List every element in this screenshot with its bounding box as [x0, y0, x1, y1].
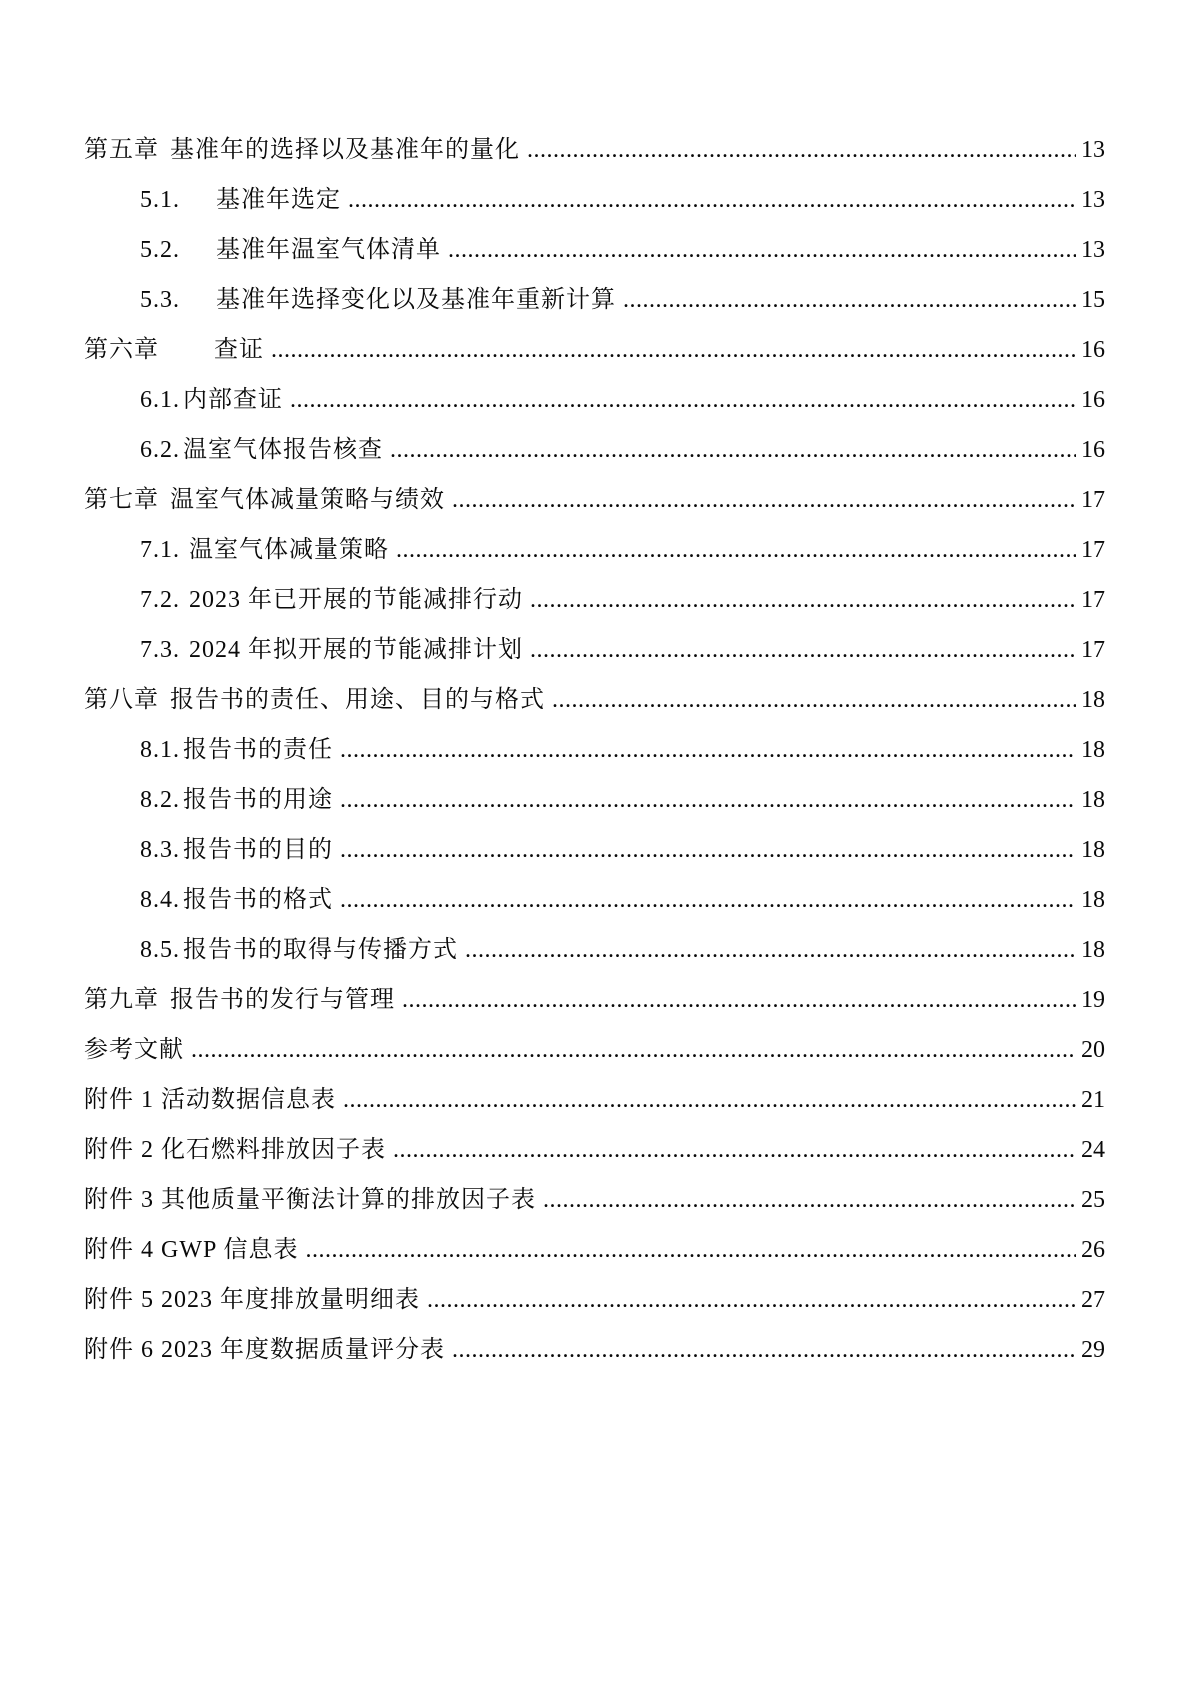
- toc-entry[interactable]: [84, 675, 1105, 725]
- toc-entry-title: 内部查证: [183, 387, 283, 413]
- toc-dot-leader: [340, 875, 1076, 925]
- toc-entry-gap: [159, 125, 170, 175]
- toc-entry-gap: [180, 575, 189, 625]
- toc-entry[interactable]: [84, 825, 1105, 875]
- toc-entry[interactable]: [84, 125, 1105, 175]
- toc-entry-page: 26: [1081, 1237, 1105, 1263]
- toc-entry-gap: [159, 675, 170, 725]
- toc-entry-number: 8.5.: [140, 937, 180, 963]
- toc-dot-leader: [530, 575, 1076, 625]
- toc-dot-leader: [527, 125, 1076, 175]
- toc-entry-title: 基准年的选择以及基准年的量化: [170, 137, 520, 163]
- toc-entry[interactable]: [84, 925, 1105, 975]
- toc-entry-title: 参考文献: [84, 1037, 184, 1063]
- toc-entry-number: 第五章: [84, 137, 159, 163]
- toc-entry-title: 附件 5 2023 年度排放量明细表: [84, 1287, 420, 1313]
- toc-entry[interactable]: [84, 575, 1105, 625]
- toc-dot-leader: [340, 825, 1076, 875]
- toc-entry[interactable]: [84, 525, 1105, 575]
- toc-entry-page: 13: [1081, 187, 1105, 213]
- toc-entry-page: 16: [1081, 387, 1105, 413]
- toc-entry-gap: [180, 175, 216, 225]
- toc-dot-leader: [390, 425, 1076, 475]
- toc-entry-page: 18: [1081, 937, 1105, 963]
- toc-entry[interactable]: [84, 175, 1105, 225]
- toc-dot-leader: [448, 225, 1076, 275]
- toc-entry-gap: [180, 225, 216, 275]
- toc-entry-title: 温室气体报告核查: [183, 437, 383, 463]
- toc-dot-leader: [452, 475, 1076, 525]
- toc-entry-gap: [159, 975, 170, 1025]
- toc-entry-title: 基准年选定: [216, 187, 341, 213]
- toc-dot-leader: [348, 175, 1076, 225]
- toc-entry[interactable]: [84, 1175, 1105, 1225]
- toc-dot-leader: [271, 325, 1076, 375]
- toc-entry-title: 附件 2 化石燃料排放因子表: [84, 1137, 386, 1163]
- toc-entry-title: 报告书的用途: [183, 787, 333, 813]
- toc-entry-page: 17: [1081, 637, 1105, 663]
- toc-dot-leader: [543, 1175, 1076, 1225]
- toc-entry-gap: [159, 325, 214, 375]
- toc-dot-leader: [530, 625, 1076, 675]
- toc-entry-page: 16: [1081, 337, 1105, 363]
- toc-dot-leader: [465, 925, 1076, 975]
- toc-entry-page: 21: [1081, 1087, 1105, 1113]
- toc-entry-title: 报告书的目的: [183, 837, 333, 863]
- toc-entry-title: 附件 1 活动数据信息表: [84, 1087, 336, 1113]
- toc-entry-number: 第六章: [84, 337, 159, 363]
- toc-entry[interactable]: [84, 975, 1105, 1025]
- toc-entry[interactable]: [84, 475, 1105, 525]
- toc-entry-title: 附件 6 2023 年度数据质量评分表: [84, 1337, 445, 1363]
- toc-entry-number: 8.4.: [140, 887, 180, 913]
- toc-entry-page: 15: [1081, 287, 1105, 313]
- toc-entry-page: 25: [1081, 1187, 1105, 1213]
- toc-dot-leader: [340, 725, 1076, 775]
- toc-entry-page: 13: [1081, 237, 1105, 263]
- toc-entry-page: 13: [1081, 137, 1105, 163]
- toc-dot-leader: [290, 375, 1076, 425]
- toc-entry-page: 17: [1081, 537, 1105, 563]
- toc-entry[interactable]: [84, 625, 1105, 675]
- toc-dot-leader: [552, 675, 1076, 725]
- toc-entry[interactable]: [84, 725, 1105, 775]
- toc-entry-page: 17: [1081, 587, 1105, 613]
- toc-entry-number: 7.1.: [140, 537, 180, 563]
- toc-entry-number: 5.1.: [140, 187, 180, 213]
- toc-dot-leader: [623, 275, 1076, 325]
- toc-entry-title: 温室气体减量策略与绩效: [170, 487, 445, 513]
- toc-entry-page: 18: [1081, 787, 1105, 813]
- toc-entry-gap: [180, 625, 189, 675]
- toc-entry[interactable]: [84, 375, 1105, 425]
- toc-entry-page: 18: [1081, 887, 1105, 913]
- toc-entry[interactable]: [84, 425, 1105, 475]
- toc-entry[interactable]: [84, 225, 1105, 275]
- toc-dot-leader: [396, 525, 1076, 575]
- toc-dot-leader: [452, 1325, 1076, 1375]
- toc-entry-gap: [159, 475, 170, 525]
- toc-entry[interactable]: [84, 1075, 1105, 1125]
- toc-entry[interactable]: [84, 775, 1105, 825]
- toc-entry-number: 第八章: [84, 687, 159, 713]
- toc-entry-title: 2024 年拟开展的节能减排计划: [189, 637, 523, 663]
- toc-entry-title: 基准年温室气体清单: [216, 237, 441, 263]
- toc-entry-number: 5.2.: [140, 237, 180, 263]
- toc-entry[interactable]: [84, 1125, 1105, 1175]
- toc-entry-page: 16: [1081, 437, 1105, 463]
- toc-entry[interactable]: [84, 1325, 1105, 1375]
- toc-entry-title: 附件 3 其他质量平衡法计算的排放因子表: [84, 1187, 536, 1213]
- toc-dot-leader: [427, 1275, 1076, 1325]
- toc-entry-number: 7.3.: [140, 637, 180, 663]
- toc-entry-title: 附件 4 GWP 信息表: [84, 1237, 299, 1263]
- toc-entry-number: 8.2.: [140, 787, 180, 813]
- table-of-contents: [84, 125, 1105, 1375]
- toc-entry-number: 第九章: [84, 987, 159, 1013]
- toc-entry-title: 报告书的责任: [183, 737, 333, 763]
- toc-entry-number: 6.1.: [140, 387, 180, 413]
- toc-entry-page: 20: [1081, 1037, 1105, 1063]
- toc-entry-title: 报告书的责任、用途、目的与格式: [170, 687, 545, 713]
- toc-entry-title: 温室气体减量策略: [189, 537, 389, 563]
- toc-entry-page: 18: [1081, 737, 1105, 763]
- toc-entry-number: 8.1.: [140, 737, 180, 763]
- toc-entry-number: 7.2.: [140, 587, 180, 613]
- toc-entry-number: 6.2.: [140, 437, 180, 463]
- toc-entry-page: 17: [1081, 487, 1105, 513]
- toc-entry[interactable]: [84, 1225, 1105, 1275]
- toc-entry[interactable]: [84, 1025, 1105, 1075]
- toc-dot-leader: [343, 1075, 1076, 1125]
- toc-entry-page: 19: [1081, 987, 1105, 1013]
- toc-entry-gap: [180, 525, 189, 575]
- toc-dot-leader: [191, 1025, 1076, 1075]
- toc-entry[interactable]: [84, 1275, 1105, 1325]
- toc-entry-title: 报告书的取得与传播方式: [183, 937, 458, 963]
- toc-entry-title: 报告书的发行与管理: [170, 987, 395, 1013]
- toc-entry-title: 报告书的格式: [183, 887, 333, 913]
- toc-dot-leader: [402, 975, 1076, 1025]
- toc-entry-title: 基准年选择变化以及基准年重新计算: [216, 287, 616, 313]
- toc-entry-page: 29: [1081, 1337, 1105, 1363]
- toc-entry-title: 查证: [214, 337, 264, 363]
- toc-entry-page: 27: [1081, 1287, 1105, 1313]
- toc-dot-leader: [340, 775, 1076, 825]
- toc-entry-gap: [180, 275, 216, 325]
- toc-dot-leader: [305, 1225, 1076, 1275]
- toc-entry-page: 24: [1081, 1137, 1105, 1163]
- toc-entry-number: 8.3.: [140, 837, 180, 863]
- toc-entry[interactable]: [84, 275, 1105, 325]
- toc-entry-number: 第七章: [84, 487, 159, 513]
- toc-entry-title: 2023 年已开展的节能减排行动: [189, 587, 523, 613]
- toc-entry[interactable]: [84, 875, 1105, 925]
- toc-dot-leader: [393, 1125, 1076, 1175]
- toc-entry-page: 18: [1081, 837, 1105, 863]
- toc-entry-number: 5.3.: [140, 287, 180, 313]
- toc-entry[interactable]: [84, 325, 1105, 375]
- toc-entry-page: 18: [1081, 687, 1105, 713]
